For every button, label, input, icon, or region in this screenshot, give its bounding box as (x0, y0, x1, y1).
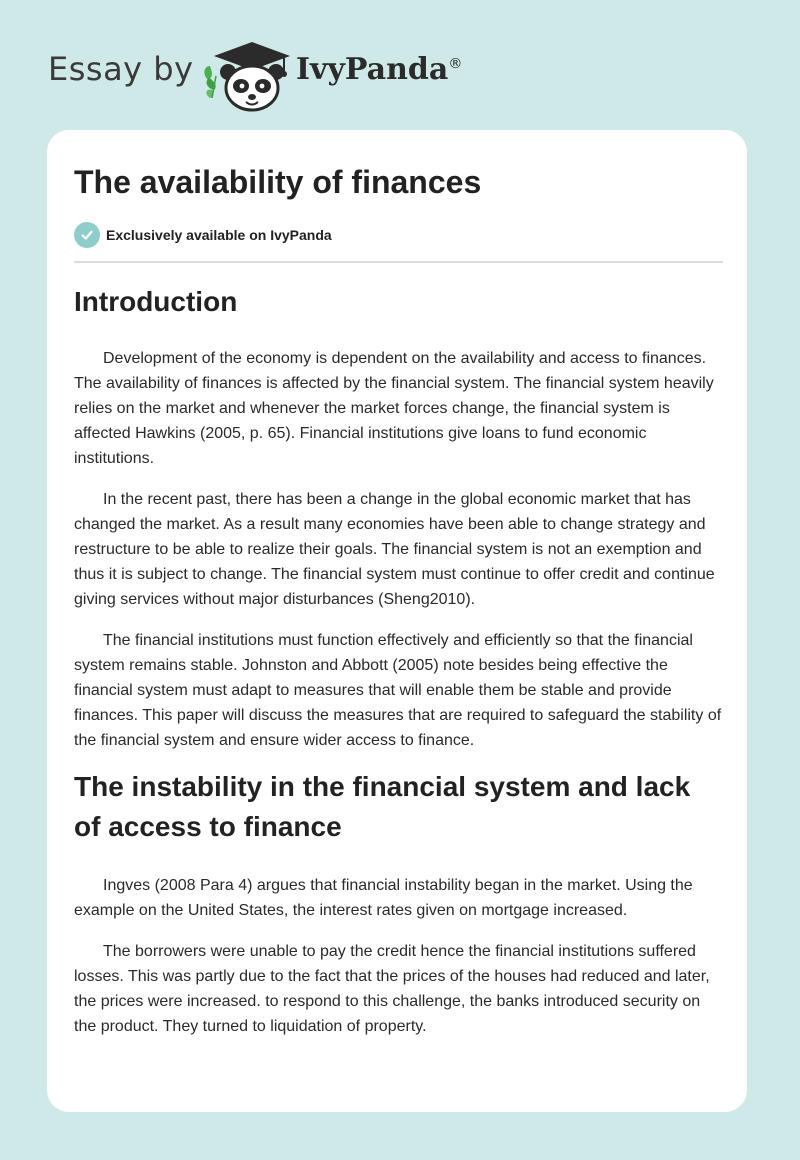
article-card (47, 130, 747, 1112)
paragraph: Ingves (2008 Para 4) argues that financial instability began in the market. Using the example on the United States, the interest rates given on mortgage increased. (74, 877, 693, 919)
registered-mark: ® (448, 56, 463, 72)
essay-by-label: Essay by (48, 50, 194, 88)
section-heading-instability: The instability in the financial system and lack of access to finance (74, 771, 691, 842)
site-header (0, 0, 800, 120)
brand-name[interactable] (296, 52, 462, 87)
article-body (74, 282, 723, 1055)
checkmark-icon (74, 222, 100, 248)
paragraph: The borrowers were unable to pay the credit hence the financial institutions suffered losses. This was partly due to the fact that the prices of the houses had reduced and later, the prices were increased. to respond to this challenge, the banks introduced security on the product. They turned to liquidation of property. (74, 943, 710, 1035)
page-title: The availability of finances (74, 164, 482, 200)
paragraph: In the recent past, there has been a change in the global economic market that has changed the market. As a result many economies have been able to change strategy and restructure to be able to realize their goals. The financial system is not an exemption and thus it is subject to change. The financial system must continue to offer credit and continue giving services without major disturbances (Sheng2010). (74, 491, 715, 608)
paragraph: Development of the economy is dependent on the availability and access to finances. The availability of finances is affected by the financial system. The financial system heavily relies on the market and whenever the market forces change, the financial system is affected Hawkins (2005, p. 65). Financial institutions give loans to fund economic institutions. (74, 350, 714, 467)
paragraph: The financial institutions must function effectively and efficiently so that the financial system remains stable. Johnston and Abbott (2005) note besides being effective the financial system must adapt to measures that will enable them be stable and provide finances. This paper will discuss the measures that are required to safeguard the stability of the financial system and ensure wider access to finance. (74, 632, 722, 749)
exclusive-badge-label: Exclusively available on IvyPanda (106, 227, 332, 243)
section-heading-introduction: Introduction (74, 286, 238, 317)
brand-text: IvyPanda (296, 52, 449, 87)
exclusive-badge (74, 222, 332, 248)
title-divider (74, 261, 723, 263)
panda-logo-icon[interactable] (200, 36, 292, 112)
